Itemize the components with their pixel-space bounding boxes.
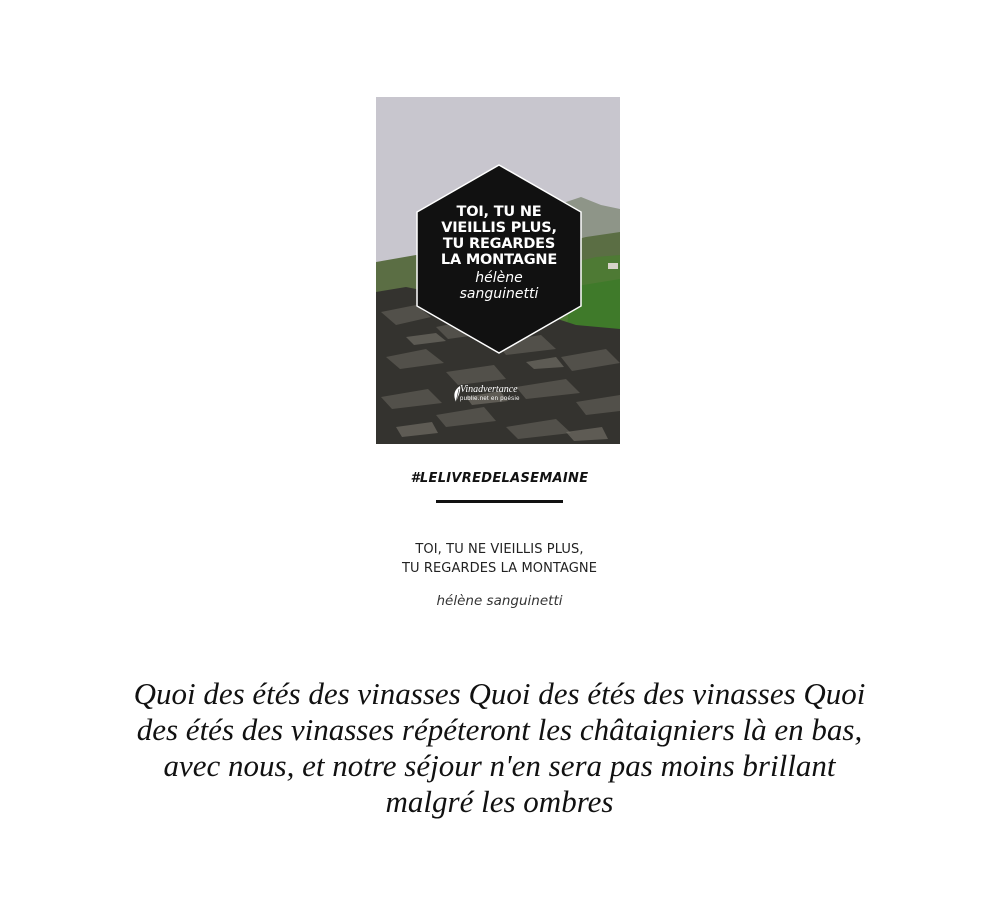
publisher-name: Vinadvertance bbox=[460, 384, 518, 395]
book-title bbox=[0, 540, 999, 578]
quote-text: Quoi des étés des vinasses Quoi des étés des vinasses Quoi des étés des vinasses répéteront les châtaigniers là en bas, avec nous, et notre séjour n'en sera pas moins brillant malgré les ombres bbox=[133, 676, 866, 819]
publisher-logo bbox=[460, 385, 520, 403]
cover-author bbox=[416, 270, 582, 302]
cover-title-line: TU REGARDES bbox=[442, 236, 556, 252]
cover-title bbox=[416, 204, 582, 268]
book-author: hélène sanguinetti bbox=[436, 593, 563, 609]
cover-title-line: VIEILLIS PLUS, bbox=[441, 220, 557, 236]
cover-text bbox=[416, 204, 582, 302]
book-title-line: TU REGARDES LA MONTAGNE bbox=[401, 561, 598, 576]
book-title-line: TOI, TU NE VIEILLIS PLUS, bbox=[415, 542, 584, 557]
book-cover-image bbox=[376, 97, 620, 444]
cover-author-line: hélène bbox=[475, 270, 523, 286]
publisher-subline: publie.net en poésie bbox=[460, 396, 520, 402]
divider bbox=[436, 500, 563, 503]
hashtag-heading: #LELIVREDELASEMAINE bbox=[410, 471, 589, 486]
cover-title-line: LA MONTAGNE bbox=[440, 252, 558, 268]
cover-title-line: TOI, TU NE bbox=[456, 204, 542, 220]
cover-author-line: sanguinetti bbox=[459, 286, 539, 302]
